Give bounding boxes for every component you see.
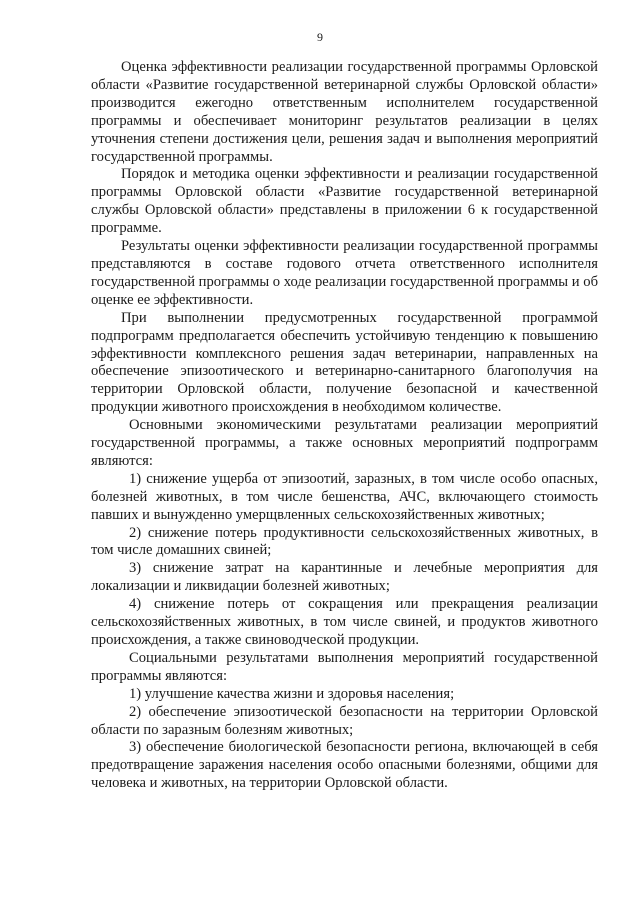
document-body (91, 59, 598, 793)
list-item-economic-1: 1) снижение ущерба от эпизоотий, заразных, в том числе особо опасных, болезней животных, в том числе бешенства, АЧС, включающего стоимость павших и вынужденно умерщвленных сельскохозяйственных животных; (91, 470, 598, 523)
paragraph-social-intro: Социальными результатами выполнения мероприятий государственной программы являются: (91, 649, 598, 684)
list-item-economic-2: 2) снижение потерь продуктивности сельскохозяйственных животных, в том числе домашних свиней; (91, 524, 598, 559)
list-item-economic-3: 3) снижение затрат на карантинные и лечебные мероприятия для локализации и ликвидации болезней животных; (91, 560, 598, 595)
paragraph-subprograms: При выполнении предусмотренных государственной программой подпрограмм предполагается обеспечить устойчивую тенденцию к повышению эффективности комплексного решения задач ветеринарии, направленных на обеспечение эпизоотического и ветеринарно-санитарного благополучия на территории Орловской области, получение безопасной и качественной продукции животного происхождения в необходимом количестве. (91, 309, 598, 416)
list-item-social-3: 3) обеспечение биологической безопасности региона, включающей в себя предотвращение заражения населения особо опасными болезнями, общими для человека и животных, на территории Орловской области. (91, 739, 598, 792)
paragraph-economic-intro: Основными экономическими результатами реализации мероприятий государственной программы, а также основных мероприятий подпрограмм являются: (91, 417, 598, 469)
paragraph-results-report: Результаты оценки эффективности реализации государственной программы представляются в составе годового отчета ответственного исполнителя государственной программы о ходе реализации государственной программы и об оценке ее эффективности. (91, 238, 598, 308)
paragraph-methodology: Порядок и методика оценки эффективности и реализации государственной программы Орловской области «Развитие государственной ветеринарной службы Орловской области» представлены в приложении 6 к государственной программе. (91, 166, 598, 237)
page-number: 9 (317, 30, 323, 44)
list-item-social-2: 2) обеспечение эпизоотической безопасности на территории Орловской области по заразным болезням животных; (91, 703, 598, 738)
list-item-social-1: 1) улучшение качества жизни и здоровья населения; (129, 685, 455, 702)
list-item-economic-4: 4) снижение потерь от сокращения или прекращения реализации сельскохозяйственных животных, в том числе свиней, и продуктов животного происхождения, а также свиноводческой продукции. (91, 596, 598, 648)
paragraph-evaluation: Оценка эффективности реализации государственной программы Орловской области «Развитие государственной ветеринарной службы Орловской области» производится ежегодно ответственным исполнителем государственной программы и обеспечивает мониторинг результатов реализации в целях уточнения степени достижения цели, решения задач и выполнения мероприятий государственной программы. (91, 59, 598, 165)
